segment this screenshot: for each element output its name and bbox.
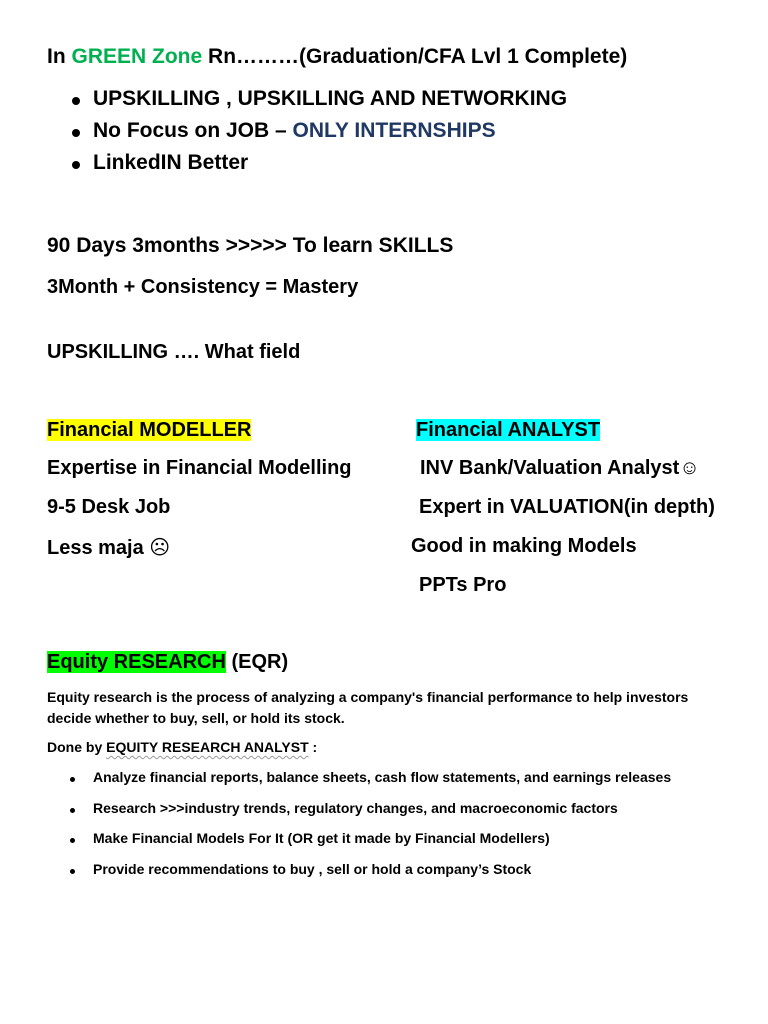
only-internships: ONLY INTERNSHIPS <box>292 119 496 142</box>
page-title <box>47 45 627 69</box>
bullet-dot <box>70 838 75 843</box>
financial-analyst-heading <box>416 419 600 442</box>
bullet-dot <box>70 777 75 782</box>
equity-research-label: Equity RESEARCH <box>47 651 226 673</box>
bullet-dot <box>70 869 75 874</box>
done-by-role: EQUITY RESEARCH ANALYST <box>106 739 309 755</box>
left-line-1: Expertise in Financial Modelling <box>47 457 352 479</box>
bullet-linkedin: LinkedIN Better <box>93 151 249 174</box>
financial-analyst-label: Financial ANALYST <box>416 419 601 441</box>
bullet-dot <box>70 808 75 813</box>
bullet-dot <box>72 161 80 169</box>
days-line: 90 Days 3months >>>>> To learn SKILLS <box>47 234 454 257</box>
title-prefix: In <box>47 45 72 68</box>
right-line-4: PPTs Pro <box>419 574 507 596</box>
financial-modeller-label: Financial MODELLER <box>47 419 252 441</box>
done-by-suffix: : <box>308 739 318 755</box>
eqr-bullet-4: Provide recommendations to buy , sell or hold a company’s Stock <box>93 861 532 877</box>
right-line-1: INV Bank/Valuation Analyst☺ <box>420 457 700 479</box>
title-green-zone: GREEN Zone <box>71 45 203 68</box>
title-rest: Rn………(Graduation/CFA Lvl 1 Complete) <box>202 45 628 68</box>
equity-research-heading <box>47 651 288 674</box>
right-line-3: Good in making Models <box>411 535 637 557</box>
left-line-3: Less maja ☹ <box>47 537 171 559</box>
eqr-bullet-1: Analyze financial reports, balance sheets, cash flow statements, and earnings releases <box>93 769 672 785</box>
bullet-no-focus-text: No Focus on JOB – <box>93 119 293 142</box>
financial-modeller-heading <box>47 419 251 442</box>
left-line-2: 9-5 Desk Job <box>47 496 171 518</box>
upskilling-line: UPSKILLING …. What field <box>47 341 301 363</box>
eqr-description: Equity research is the process of analyzing a company's financial performance to help investors decide whether to buy, sell, or hold its stock. <box>47 689 689 726</box>
bullet-upskilling: UPSKILLING , UPSKILLING AND NETWORKING <box>93 87 568 110</box>
eqr-bullet-3: Make Financial Models For It (OR get it made by Financial Modellers) <box>93 830 550 846</box>
equity-research-suffix: (EQR) <box>225 651 289 673</box>
bullet-dot <box>72 129 80 137</box>
mastery-line: 3Month + Consistency = Mastery <box>47 276 359 298</box>
right-line-2: Expert in VALUATION(in depth) <box>419 496 715 518</box>
done-by-prefix: Done by <box>47 739 107 755</box>
done-by-line <box>47 739 317 755</box>
bullet-dot <box>72 97 80 105</box>
bullet-no-focus <box>93 119 496 143</box>
eqr-bullet-2: Research >>>industry trends, regulatory changes, and macroeconomic factors <box>93 800 618 816</box>
